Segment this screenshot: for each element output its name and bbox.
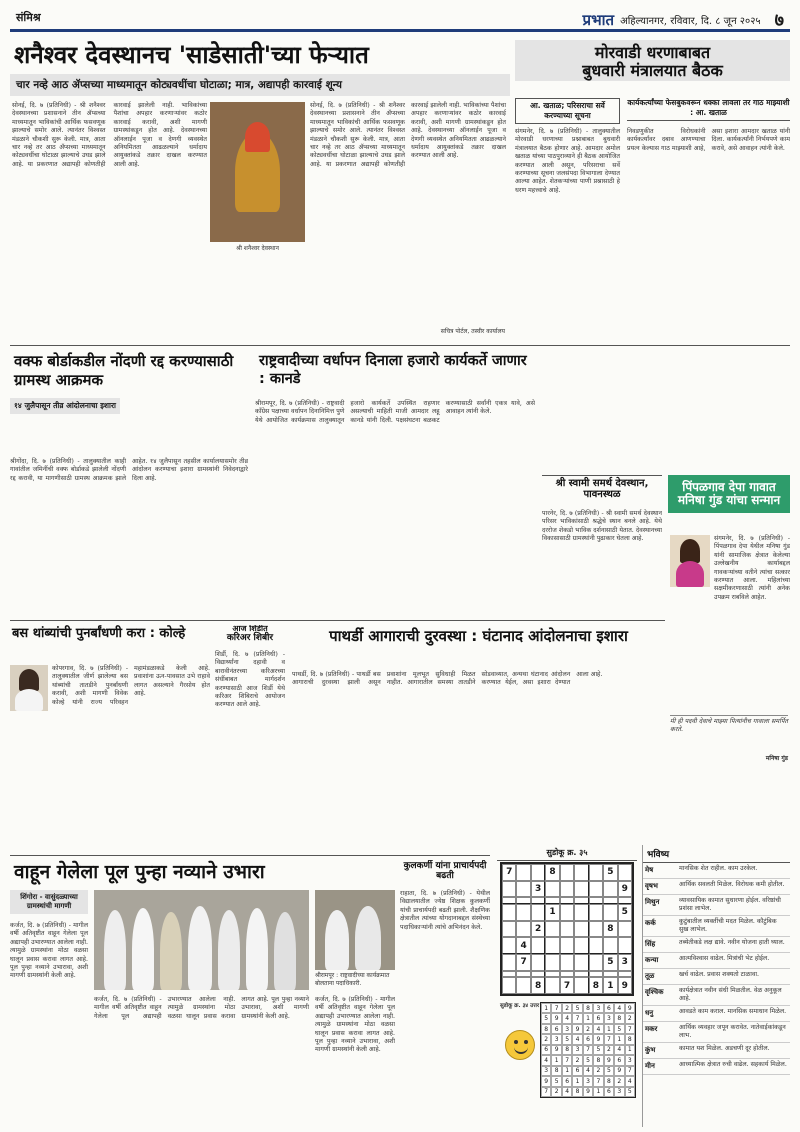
horoscope-row — [643, 863, 790, 879]
story-body: कर्जत, दि. ७ (प्रतिनिधी) - मागील वर्षी अतिवृष्टीत वाहून गेलेला पूल अद्यापही उभारण्यात आलेला नाही. त्यामुळे ग्रामस्थांना मोठा वळसा घालून प्रवास करावा लागत आहे. पूल पुन्हा नव्याने उभारावा, अशी मागणी ग्रामस्थांनी केली आहे. — [10, 922, 88, 980]
horoscope-title: भविष्य — [643, 845, 790, 863]
solution-cell: 1 — [604, 1024, 614, 1034]
sudoku-cell — [502, 897, 516, 904]
solution-cell: 9 — [593, 1034, 603, 1044]
zodiac-prediction: खर्च वाढेल. प्रवास शक्यतो टाळावा. — [679, 971, 759, 978]
sudoku-cell — [603, 881, 617, 898]
horoscope-row — [643, 1043, 790, 1059]
story-headline-box — [515, 40, 790, 81]
solution-cell: 2 — [614, 1076, 624, 1086]
sudoku-cell — [589, 897, 603, 904]
solution-cell: 8 — [625, 1034, 635, 1044]
solution-cell: 3 — [562, 1024, 572, 1034]
sudoku-cell — [618, 937, 632, 954]
sudoku-cell: 1 — [545, 904, 559, 921]
signature: मनिषा गुंड — [765, 755, 788, 762]
byline-box: आ. खताळ; परिसराचा सर्वे करण्याच्या सूचना — [515, 98, 620, 124]
sudoku-cell — [603, 897, 617, 904]
sudoku-cell — [618, 864, 632, 881]
zodiac-prediction: आध्यात्मिक क्षेत्रात रुची वाढेल. सहकार्य मिळेल. — [679, 1061, 787, 1068]
solution-cell: 8 — [572, 1087, 582, 1097]
solution-cell: 2 — [551, 1087, 561, 1097]
solution-cell: 7 — [551, 1003, 561, 1013]
story-headline: राष्ट्रवादीच्या वर्धापन दिनाला हजारो कार्यकर्ते जाणार : कानडे — [259, 353, 527, 388]
sudoku-cell — [618, 897, 632, 904]
story-headline: वक्फ बोर्डाकडील नोंदणी रद्द करण्यासाठी ग्रामस्थ आक्रमक — [14, 352, 234, 389]
solution-cell: 8 — [604, 1076, 614, 1086]
sudoku-cell — [516, 904, 530, 921]
sudoku-cell: 8 — [545, 864, 559, 881]
solution-cell: 8 — [541, 1024, 551, 1034]
story-headline: पिंपळगाव देपा गावात मनिषा गुंड यांचा सन्मान — [668, 475, 790, 513]
solution-cell: 6 — [604, 1003, 614, 1013]
solution-cell: 9 — [614, 1066, 624, 1076]
sudoku-cell — [589, 937, 603, 954]
story-swami — [542, 475, 662, 620]
story-subhead: चार नव्हे आठ ॲप्सच्या माध्यमातून कोट्यवधींचा घोटाळा; मात्र, अद्यापही कारवाई शून्य — [10, 74, 510, 96]
story-headline: श्री स्वामी समर्थ देवस्थान, पावनस्थळ — [555, 478, 649, 500]
solution-cell: 9 — [572, 1024, 582, 1034]
story-body-cont: कर्जत, दि. ७ (प्रतिनिधी) - मागील वर्षी अतिवृष्टीत वाहून गेलेला पूल अद्यापही उभारण्यात आलेला नाही. त्यामुळे ग्रामस्थांना मोठा वळसा घालून प्रवास करावा लागत आहे. पूल पुन्हा नव्याने उभारावा, अशी मागणी ग्रामस्थांनी केली आहे. — [94, 996, 309, 1020]
story-headline: वाहून गेलेला पूल पुन्हा नव्याने उभारा — [14, 861, 265, 883]
sudoku-cell: 2 — [531, 921, 545, 938]
sudoku-solution-grid — [540, 1002, 636, 1098]
side-photo — [315, 890, 395, 970]
sudoku-cell: 8 — [603, 921, 617, 938]
solution-cell: 3 — [583, 1076, 593, 1086]
story-body: राहाता, दि. ७ (प्रतिनिधी) - येथील विद्यालयातील ज्येष्ठ शिक्षक कुलकर्णी यांची प्राचार्यपदी बढती झाली. शैक्षणिक क्षेत्रातील त्यांच्या योगदानाबद्दल संस्थेच्या पदाधिकाऱ्यांनी त्यांचे अभिनंदन केले. — [400, 890, 490, 931]
story-shani — [10, 40, 510, 340]
solution-cell: 9 — [604, 1055, 614, 1065]
solution-cell: 4 — [625, 1076, 635, 1086]
solution-cell: 7 — [625, 1024, 635, 1034]
solution-cell: 1 — [551, 1055, 561, 1065]
solution-cell: 5 — [604, 1066, 614, 1076]
side-headline: कार्यकर्त्यांच्या फेसबुकवरून धक्का लावला तर गाठ माझ्याशी : आ. खताळ — [627, 98, 790, 121]
story-bridge — [10, 860, 395, 1125]
zodiac-prediction: तब्येतीकडे लक्ष द्यावे. नवीन योजना हाती घ्याल. — [679, 939, 785, 946]
solution-cell: 4 — [562, 1013, 572, 1023]
sudoku-cell — [560, 881, 574, 898]
zodiac-prediction: आर्थिक सवलती मिळेल. विरोधक कमी होतील. — [679, 881, 785, 888]
sudoku-cell: 5 — [603, 864, 617, 881]
sudoku-cell — [545, 954, 559, 971]
solution-cell: 4 — [562, 1087, 572, 1097]
sudoku-cell — [589, 881, 603, 898]
horoscope-row — [643, 1006, 790, 1022]
horoscope-panel — [642, 845, 790, 1127]
solution-cell: 1 — [572, 1076, 582, 1086]
solution-cell: 2 — [562, 1003, 572, 1013]
sudoku-cell — [560, 954, 574, 971]
photo-credit: सचित्र पोर्टल, तस्वीर कार्यालय — [440, 328, 505, 335]
sudoku-cell — [545, 881, 559, 898]
sudoku-cell — [531, 897, 545, 904]
sudoku-cell: 7 — [560, 977, 574, 994]
solution-cell: 4 — [614, 1003, 624, 1013]
zodiac-sign: तूळ — [645, 972, 655, 980]
solution-cell: 6 — [562, 1076, 572, 1086]
sudoku-cell — [502, 881, 516, 898]
horoscope-row — [643, 895, 790, 916]
solution-cell: 7 — [593, 1076, 603, 1086]
solution-cell: 6 — [572, 1066, 582, 1076]
horoscope-list — [643, 863, 790, 1075]
solution-cell: 6 — [604, 1087, 614, 1097]
sudoku-cell — [502, 904, 516, 921]
zodiac-sign: सिंह — [645, 940, 656, 948]
divider — [10, 345, 790, 346]
solution-cell: 4 — [583, 1066, 593, 1076]
zodiac-sign: वृश्चिक — [645, 988, 664, 996]
story-kulkarni — [400, 860, 490, 1125]
sudoku-cell: 8 — [531, 977, 545, 994]
solution-cell: 8 — [583, 1003, 593, 1013]
story-body: श्रीरामपूर, दि. ७ (प्रतिनिधी) - राष्ट्रवादी काँग्रेस पक्षाच्या वर्धापन दिनानिमित्त पुणे येथे आयोजित कार्यक्रमास तालुक्यातून हजारो कार्यकर्ते उपस्थित राहणार असल्याची माहिती माजी आमदार लहू कानडे यांनी दिली. पक्षसंघटना बळकट करण्यासाठी सर्वांनी एकत्र यावे, असे आवाहन त्यांनी केले. — [255, 400, 535, 424]
sudoku-cell — [574, 921, 588, 938]
divider — [10, 620, 665, 621]
event-photo — [94, 890, 309, 990]
sudoku-cell — [545, 937, 559, 954]
solution-cell: 5 — [583, 1055, 593, 1065]
sudoku-cell — [603, 971, 617, 978]
zodiac-sign: कुंभ — [645, 1046, 656, 1054]
sudoku-cell — [560, 904, 574, 921]
solution-cell: 6 — [583, 1034, 593, 1044]
sudoku-cell — [516, 971, 530, 978]
sudoku-cell — [589, 864, 603, 881]
sudoku-cell: 4 — [516, 937, 530, 954]
story-headline-2: बुधवारी मंत्रालयात बैठक — [582, 60, 723, 80]
solution-cell: 1 — [625, 1045, 635, 1055]
photo-caption: श्रीरामपूर : राष्ट्रवादीच्या कार्यक्रमात बोलताना पदाधिकारी. — [315, 972, 390, 987]
story-pathardi — [292, 625, 665, 850]
sudoku-title: सुडोकू क्र. ३५ — [497, 845, 637, 861]
horoscope-row — [643, 916, 790, 937]
sudoku-cell: 1 — [603, 977, 617, 994]
solution-cell: 4 — [614, 1045, 624, 1055]
solution-cell: 5 — [625, 1087, 635, 1097]
story-quote: मी ही पदवी देवाचे माझ्या पित्यांनीच गावाला समर्पित करते. — [670, 715, 788, 750]
sudoku-cell — [574, 954, 588, 971]
solution-cell: 7 — [562, 1055, 572, 1065]
zodiac-sign: कर्क — [645, 919, 656, 927]
solution-cell: 9 — [551, 1013, 561, 1023]
solution-cell: 7 — [604, 1034, 614, 1044]
solution-cell: 3 — [604, 1013, 614, 1023]
sudoku-cell — [560, 937, 574, 954]
sudoku-cell — [502, 937, 516, 954]
sudoku-cell — [589, 921, 603, 938]
solution-cell: 1 — [541, 1003, 551, 1013]
zodiac-prediction: आर्थिक व्यवहार जपून करावेत. नातेवाईकांकडून लाभ. — [679, 1024, 786, 1039]
solution-cell: 1 — [562, 1066, 572, 1076]
zodiac-sign: वृषभ — [645, 882, 658, 890]
solution-cell: 8 — [614, 1013, 624, 1023]
solution-cell: 3 — [551, 1034, 561, 1044]
sudoku-cell — [545, 977, 559, 994]
solution-cell: 7 — [625, 1066, 635, 1076]
solution-cell: 5 — [614, 1024, 624, 1034]
solution-cell: 1 — [593, 1087, 603, 1097]
sudoku-cell — [516, 921, 530, 938]
solution-cell: 8 — [562, 1045, 572, 1055]
sudoku-cell — [560, 921, 574, 938]
sudoku-cell — [545, 897, 559, 904]
solution-cell: 9 — [541, 1076, 551, 1086]
horoscope-row — [643, 985, 790, 1006]
person-photo — [10, 665, 48, 711]
story-morwadi — [515, 40, 790, 340]
brand-logo: प्रभात — [582, 11, 615, 29]
masthead-right — [583, 8, 784, 32]
solution-cell: 5 — [562, 1034, 572, 1044]
sudoku-cell — [516, 897, 530, 904]
sudoku-cell: 9 — [618, 881, 632, 898]
solution-cell: 9 — [583, 1087, 593, 1097]
story-body: संगमनेर, दि. ७ (प्रतिनिधी) - तालुक्यातील मोरवाडी धरणाच्या प्रश्नाबाबत बुधवारी मंत्रालयात बैठक होणार आहे. आमदार अमोल खताळ यांच्या पाठपुराव्याने ही बैठक आयोजित करण्यात आली असून, परिसराचा सर्वे करण्याच्या सूचना जलसंपदा विभागाला देण्यात आल्या आहेत. शेतकऱ्यांच्या पाणी प्रश्नासाठी हे धरण महत्त्वाचे आहे. — [515, 128, 620, 194]
zodiac-prediction: कामात यश मिळेल. अडचणी दूर होतील. — [679, 1045, 770, 1052]
solution-cell: 3 — [614, 1087, 624, 1097]
sudoku-cell — [516, 864, 530, 881]
sudoku-cell — [603, 904, 617, 921]
sudoku-cell — [603, 937, 617, 954]
sudoku-cell — [589, 971, 603, 978]
solution-cell: 7 — [583, 1045, 593, 1055]
horoscope-row — [643, 937, 790, 953]
sudoku-cell — [574, 904, 588, 921]
sudoku-grid — [500, 862, 634, 996]
sudoku-answer-title: सुडोकू क्र. ३४ उत्तर — [500, 1003, 540, 1009]
solution-cell: 2 — [583, 1024, 593, 1034]
story-headline: करिअर शिबीर — [226, 632, 274, 643]
section-name: संमिश्र — [16, 11, 41, 24]
zodiac-sign: मेष — [645, 866, 654, 874]
zodiac-prediction: मानसिक शेत राहील. काम उरकेल. — [679, 865, 758, 872]
solution-cell: 7 — [541, 1087, 551, 1097]
sudoku-cell — [502, 971, 516, 978]
city-date: अहिल्यानगर, रविवार, दि. ८ जून २०२५ — [620, 16, 761, 27]
solution-cell: 2 — [604, 1045, 614, 1055]
solution-cell: 8 — [593, 1055, 603, 1065]
sudoku-cell: 9 — [618, 977, 632, 994]
zodiac-sign: मकर — [645, 1025, 658, 1033]
solution-cell: 2 — [625, 1013, 635, 1023]
story-body: सोनई, दि. ७ (प्रतिनिधी) - श्री शनैश्वर देवस्थानच्या प्रशासनाने तीन ॲप्सच्या माध्यमातून भाविकांची आर्थिक फसवणूक झाल्याचे समोर आले. त्यानंतर विश्वस्त मंडळाने चौकशी सुरू केली. मात्र, आता चार नव्हे तर आठ ॲप्सच्या माध्यमातून कोट्यवधींचा घोटाळा झाल्याचे उघड झाले आहे. या प्रकरणात अद्यापही कोणतीही कारवाई झालेली नाही. भाविकांच्या पैशांचा अपहार करणाऱ्यांवर कठोर कारवाई करावी, अशी मागणी ग्रामस्थांकडून होत आहे. देवस्थानच्या ऑनलाईन पूजा व देणगी व्यवस्थेत अनियमितता आढळल्याने धर्मादाय आयुक्तांकडे तक्रार दाखल करण्यात आली आहे. — [12, 102, 207, 168]
sudoku-cell — [502, 921, 516, 938]
solution-cell: 4 — [593, 1024, 603, 1034]
sudoku-cell: 7 — [516, 954, 530, 971]
story-kicker: आज शिर्डीत — [232, 625, 268, 633]
sudoku-cell: 5 — [618, 904, 632, 921]
sudoku-cell — [589, 904, 603, 921]
solution-cell: 1 — [614, 1034, 624, 1044]
temple-photo — [210, 102, 305, 242]
solution-cell: 9 — [625, 1003, 635, 1013]
sudoku-cell — [531, 954, 545, 971]
solution-cell: 2 — [572, 1055, 582, 1065]
sudoku-cell — [618, 921, 632, 938]
solution-cell: 3 — [541, 1066, 551, 1076]
horoscope-row — [643, 969, 790, 985]
page-number: ७ — [774, 10, 784, 31]
photo-caption: श्री शनैश्वर देवस्थान — [236, 245, 279, 252]
horoscope-row — [643, 1059, 790, 1075]
solution-cell: 4 — [541, 1055, 551, 1065]
story-body-cont: सोनई, दि. ७ (प्रतिनिधी) - श्री शनैश्वर देवस्थानच्या प्रशासनाने तीन ॲप्सच्या माध्यमातून भाविकांची आर्थिक फसवणूक झाल्याचे समोर आले. त्यानंतर विश्वस्त मंडळाने चौकशी सुरू केली. मात्र, आता चार नव्हे तर आठ ॲप्सच्या माध्यमातून कोट्यवधींचा घोटाळा झाल्याचे उघड झाले आहे. या प्रकरणात अद्यापही कोणतीही कारवाई झालेली नाही. भाविकांच्या पैशांचा अपहार करणाऱ्यांवर कठोर कारवाई करावी, अशी मागणी ग्रामस्थांकडून होत आहे. देवस्थानच्या ऑनलाईन पूजा व देणगी व्यवस्थेत अनियमितता आढळल्याने धर्मादाय आयुक्तांकडे तक्रार दाखल करण्यात आली आहे. — [310, 102, 506, 168]
sudoku-cell: 8 — [589, 977, 603, 994]
sudoku-cell — [545, 971, 559, 978]
sudoku-cell — [531, 864, 545, 881]
solution-cell: 2 — [541, 1034, 551, 1044]
story-ncp — [255, 350, 535, 615]
sudoku-cell — [531, 937, 545, 954]
sudoku-cell: 7 — [502, 864, 516, 881]
story-waqf — [10, 350, 248, 615]
sudoku-cell: 3 — [531, 881, 545, 898]
sudoku-cell — [531, 971, 545, 978]
zodiac-prediction: आवडते काम कराल. मानसिक समाधान मिळेल. — [679, 1008, 787, 1015]
sudoku-cell — [560, 864, 574, 881]
person-photo — [670, 535, 710, 587]
story-manisha — [668, 475, 790, 775]
story-box-label: शिंगोरा - वासुंदळ्याच्या ग्रामस्थांची मागणी — [10, 890, 88, 914]
sudoku-cell — [531, 904, 545, 921]
solution-cell: 5 — [551, 1076, 561, 1086]
sudoku-cell — [574, 881, 588, 898]
sudoku-cell — [516, 881, 530, 898]
zodiac-prediction: कार्यक्षेत्रात नवीन संधी मिळतील. वेळ अनुकूल आहे. — [679, 987, 782, 1002]
solution-cell: 3 — [593, 1003, 603, 1013]
solution-cell: 5 — [572, 1003, 582, 1013]
solution-cell: 1 — [583, 1013, 593, 1023]
solution-cell: 4 — [572, 1034, 582, 1044]
solution-cell: 8 — [551, 1066, 561, 1076]
sudoku-cell — [502, 977, 516, 994]
story-body: पाथर्डी, दि. ७ (प्रतिनिधी) - पाथर्डी बस आगाराची दुरवस्था झाली असून प्रवाशांना मूलभूत सुविधाही मिळत नाहीत. आगारातील समस्या तातडीने सोडवाव्यात, अन्यथा घंटानाद आंदोलन करण्यात येईल, असा इशारा देण्यात आला आहे. — [292, 671, 603, 687]
sudoku-cell — [574, 937, 588, 954]
sudoku-cell — [516, 977, 530, 994]
sudoku-cell — [545, 921, 559, 938]
story-body: कोपरगाव, दि. ७ (प्रतिनिधी) - तालुक्यातील जीर्ण झालेल्या बस थांब्यांची तातडीने पुनर्बांधणी करावी, अशी मागणी विवेक कोल्हे यांनी राज्य परिवहन महामंडळाकडे केली आहे. प्रवाशांना ऊन-पावसात उभे राहावे लागत असल्याने गैरसोय होत आहे. — [52, 665, 210, 706]
solution-cell: 5 — [593, 1045, 603, 1055]
solution-cell: 6 — [614, 1055, 624, 1065]
sudoku-cell — [502, 954, 516, 971]
sudoku-cell — [618, 971, 632, 978]
solution-cell: 3 — [625, 1055, 635, 1065]
sudoku-cell — [560, 897, 574, 904]
sudoku-cell — [574, 897, 588, 904]
story-body: संगमनेर, दि. ७ (प्रतिनिधी) - पिंपळगाव देपा येथील मनिषा गुंड यांनी सामाजिक क्षेत्रात केलेल्या उल्लेखनीय कार्याबद्दल गावकऱ्यांच्या वतीने त्यांचा सत्कार करण्यात आला. महिलांच्या सक्षमीकरणासाठी त्यांनी अनेक उपक्रम राबविले आहेत. — [714, 535, 790, 601]
horoscope-row — [643, 953, 790, 969]
story-career — [215, 625, 285, 850]
story-bus-stops — [10, 625, 210, 850]
story-body: शिर्डी, दि. ७ (प्रतिनिधी) - विद्यार्थ्यांना दहावी व बारावीनंतरच्या करिअरच्या संधींबाबत मार्गदर्शन करण्यासाठी आज शिर्डी येथे करिअर शिबिराचे आयोजन करण्यात आले आहे. — [215, 651, 285, 709]
sudoku-cell: 3 — [618, 954, 632, 971]
zodiac-sign: मिथुन — [645, 898, 660, 906]
sudoku-cell — [589, 954, 603, 971]
horoscope-row — [643, 1022, 790, 1043]
horoscope-row — [643, 879, 790, 895]
sudoku-cell — [560, 971, 574, 978]
story-headline: पाथर्डी आगाराची दुरवस्था : घंटानाद आंदोलनाचा इशारा — [329, 627, 628, 645]
zodiac-sign: कन्या — [645, 956, 659, 964]
zodiac-prediction: व्यावसायिक कामात सुधारणा होईल. वरिष्ठांची प्रशंसा लाभेल. — [679, 897, 781, 912]
story-box-label: १४ जुलैपासून तीव्र आंदोलनाचा इशारा — [10, 398, 120, 414]
solution-cell: 6 — [551, 1024, 561, 1034]
solution-cell: 6 — [593, 1013, 603, 1023]
side-body: निवडणुकीत विरोधकांनी कार्यकर्त्यांवर दबाव आणण्याचा प्रयत्न केल्यास गाठ माझ्याशी आहे, असा इशारा आमदार खताळ यांनी दिला. कार्यकर्त्यांनी निर्भयपणे काम करावे, असे आवाहन त्यांनी केले. — [627, 128, 790, 152]
zodiac-prediction: कुटुंबातील व्यक्तींची मदत मिळेल. कौटुंबिक सुख लाभेल. — [679, 918, 777, 933]
solution-cell: 9 — [551, 1045, 561, 1055]
smiley-icon — [505, 1030, 535, 1060]
page-masthead — [10, 6, 790, 32]
zodiac-sign: धनु — [645, 1009, 654, 1017]
solution-cell: 6 — [541, 1045, 551, 1055]
story-body: श्रीगोंदा, दि. ७ (प्रतिनिधी) - तालुक्यातील काही गावांतील जमिनींची वक्फ बोर्डाकडे झालेली नोंदणी रद्द करावी, या मागणीसाठी ग्रामस्थ आक्रमक झाले आहेत. १४ जुलैपासून तहसील कार्यालयासमोर तीव्र आंदोलन करण्याचा इशारा ग्रामस्थांनी निवेदनाद्वारे दिला आहे. — [10, 458, 248, 482]
solution-cell: 5 — [541, 1013, 551, 1023]
solution-cell: 2 — [593, 1066, 603, 1076]
zodiac-sign: मीन — [645, 1062, 655, 1070]
sudoku-cell — [574, 977, 588, 994]
zodiac-prediction: आत्मविश्वास वाढेल. मित्रांची भेट होईल. — [679, 955, 770, 962]
divider — [10, 855, 490, 856]
sudoku-cell: 5 — [603, 954, 617, 971]
story-headline: बस थांब्यांची पुनर्बांधणी करा : कोल्हे — [12, 626, 186, 641]
sudoku-cell — [574, 971, 588, 978]
story-headline: शनैश्वर देवस्थानच 'साडेसाती'च्या फेऱ्यात — [14, 41, 369, 69]
story-headline-1: मोरवाडी धरणाबाबत — [594, 43, 711, 62]
story-body-cont-2: कर्जत, दि. ७ (प्रतिनिधी) - मागील वर्षी अतिवृष्टीत वाहून गेलेला पूल अद्यापही उभारण्यात आलेला नाही. त्यामुळे ग्रामस्थांना मोठा वळसा घालून प्रवास करावा लागत आहे. पूल पुन्हा नव्याने उभारावा, अशी मागणी ग्रामस्थांनी केली आहे. — [315, 996, 395, 1054]
sudoku-cell — [574, 864, 588, 881]
story-body: पारनेर, दि. ७ (प्रतिनिधी) - श्री स्वामी समर्थ देवस्थान परिसर भाविकांसाठी श्रद्धेचे स्थान बनले आहे. येथे दररोज शेकडो भाविक दर्शनासाठी येतात. देवस्थानच्या विकासासाठी ग्रामस्थांनी पुढाकार घेतला आहे. — [542, 510, 662, 543]
solution-cell: 3 — [572, 1045, 582, 1055]
story-headline: कुलकर्णी यांना प्राचार्यपदी बढती — [403, 861, 487, 881]
solution-cell: 7 — [572, 1013, 582, 1023]
